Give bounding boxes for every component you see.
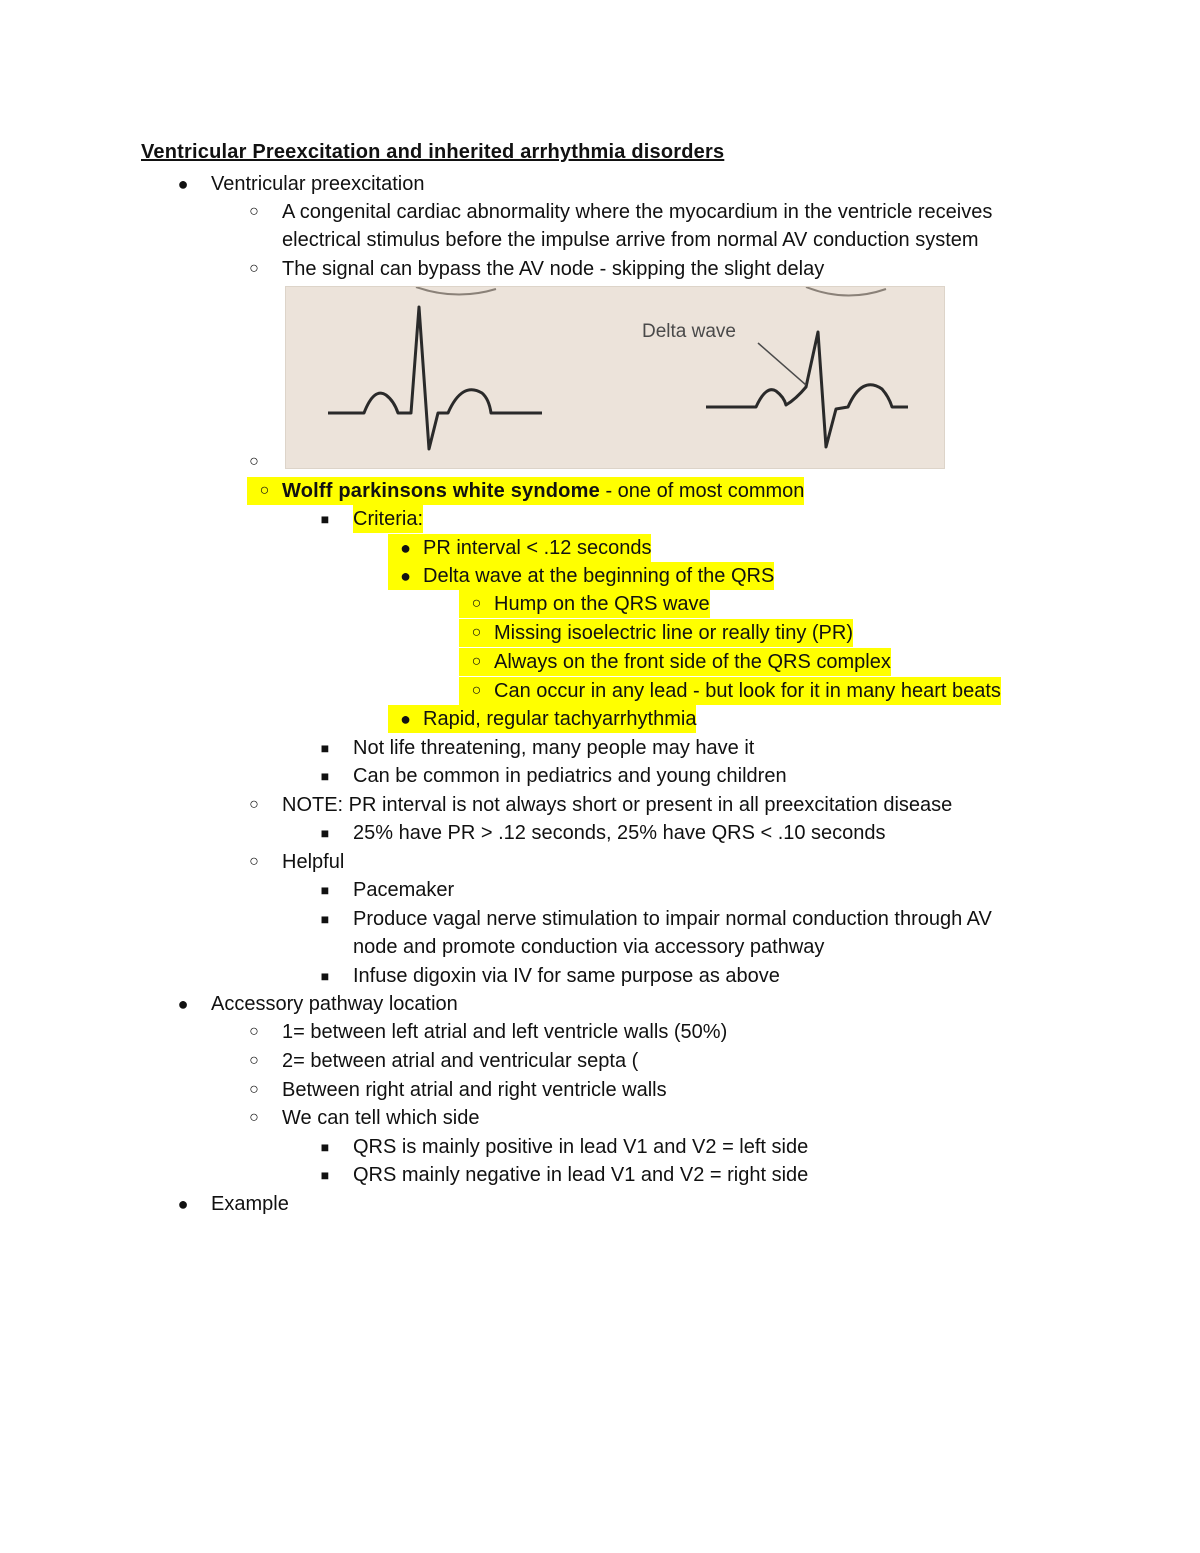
list-item: QRS mainly negative in lead V1 and V2 = right side [353, 1164, 809, 1186]
bullet-square: ■ [320, 911, 330, 927]
bullet-hollow: ○ [247, 477, 282, 505]
list-item: Rapid, regular tachyarrhythmia [423, 705, 696, 733]
bullet-hollow: ○ [249, 1023, 259, 1040]
list-item: Can occur in any lead - but look for it in many heart beats [494, 677, 1001, 705]
background-arc [416, 287, 496, 295]
bullet-square: ■ [320, 768, 330, 784]
ecg-waveforms [286, 287, 944, 468]
bullet-filled: ● [388, 562, 423, 590]
bullet-filled: ● [177, 1194, 189, 1214]
bullet-square: ■ [320, 968, 330, 984]
list-item: We can tell which side [282, 1107, 480, 1129]
list-item: Produce vagal nerve stimulation to impair normal conduction through AV [353, 908, 992, 930]
list-item: Infuse digoxin via IV for same purpose as above [353, 965, 780, 987]
bullet-hollow: ○ [459, 677, 494, 705]
wpw-heading [282, 477, 804, 505]
list-item: 1= between left atrial and left ventricle walls (50%) [282, 1021, 728, 1043]
bullet-filled: ● [388, 534, 423, 562]
bullet-hollow: ○ [249, 453, 259, 470]
list-item-continuation: electrical stimulus before the impulse arrive from normal AV conduction system [282, 229, 979, 251]
page-title: Ventricular Preexcitation and inherited arrhythmia disorders [141, 141, 725, 163]
wpw-bold-text: Wolff parkinsons white syndome [282, 480, 600, 502]
wpw-ecg-trace [706, 332, 908, 447]
bullet-square: ■ [320, 882, 330, 898]
list-item: Missing isoelectric line or really tiny (PR) [494, 619, 853, 647]
bullet-square: ■ [320, 740, 330, 756]
list-item: Not life threatening, many people may have it [353, 737, 755, 759]
list-item: Helpful [282, 851, 345, 873]
list-item: Pacemaker [353, 879, 455, 901]
bullet-hollow: ○ [459, 619, 494, 647]
bullet-filled: ● [177, 994, 189, 1014]
bullet-hollow: ○ [249, 260, 259, 277]
list-item: PR interval < .12 seconds [423, 534, 651, 562]
list-item: Between right atrial and right ventricle walls [282, 1079, 667, 1101]
list-item: Example [211, 1193, 289, 1215]
list-item: NOTE: PR interval is not always short or present in all preexcitation disease [282, 794, 953, 816]
bullet-filled: ● [388, 705, 423, 733]
background-arc [806, 287, 886, 296]
list-item: Can be common in pediatrics and young children [353, 765, 787, 787]
list-item: Ventricular preexcitation [211, 173, 425, 195]
list-item: The signal can bypass the AV node - skipping the slight delay [282, 258, 825, 280]
bullet-square: ■ [320, 1167, 330, 1183]
list-item: Criteria: [353, 505, 423, 533]
bullet-filled: ● [177, 174, 189, 194]
bullet-hollow: ○ [249, 853, 259, 870]
delta-wave-pointer [758, 343, 806, 385]
list-item: A congenital cardiac abnormality where the myocardium in the ventricle receives [282, 201, 993, 223]
delta-wave-label: Delta wave [642, 321, 736, 342]
list-item: Hump on the QRS wave [494, 590, 710, 618]
list-item: 2= between atrial and ventricular septa ( [282, 1050, 639, 1072]
list-item: Always on the front side of the QRS complex [494, 648, 891, 676]
bullet-hollow: ○ [249, 203, 259, 220]
normal-ecg-trace [328, 307, 542, 449]
ecg-figure [285, 286, 945, 469]
bullet-square: ■ [320, 1139, 330, 1155]
wpw-rest-text: - one of most common [599, 480, 805, 502]
list-item: 25% have PR > .12 seconds, 25% have QRS < .10 seconds [353, 822, 886, 844]
list-item-continuation: node and promote conduction via accessory pathway [353, 936, 825, 958]
bullet-square: ■ [320, 511, 330, 527]
bullet-hollow: ○ [459, 590, 494, 618]
bullet-square: ■ [320, 825, 330, 841]
list-item: Accessory pathway location [211, 993, 458, 1015]
bullet-hollow: ○ [459, 648, 494, 676]
list-item: Delta wave at the beginning of the QRS [423, 562, 774, 590]
bullet-hollow: ○ [249, 1052, 259, 1069]
bullet-hollow: ○ [249, 1081, 259, 1098]
bullet-hollow: ○ [249, 1109, 259, 1126]
bullet-hollow: ○ [249, 796, 259, 813]
list-item: QRS is mainly positive in lead V1 and V2 = left side [353, 1136, 809, 1158]
